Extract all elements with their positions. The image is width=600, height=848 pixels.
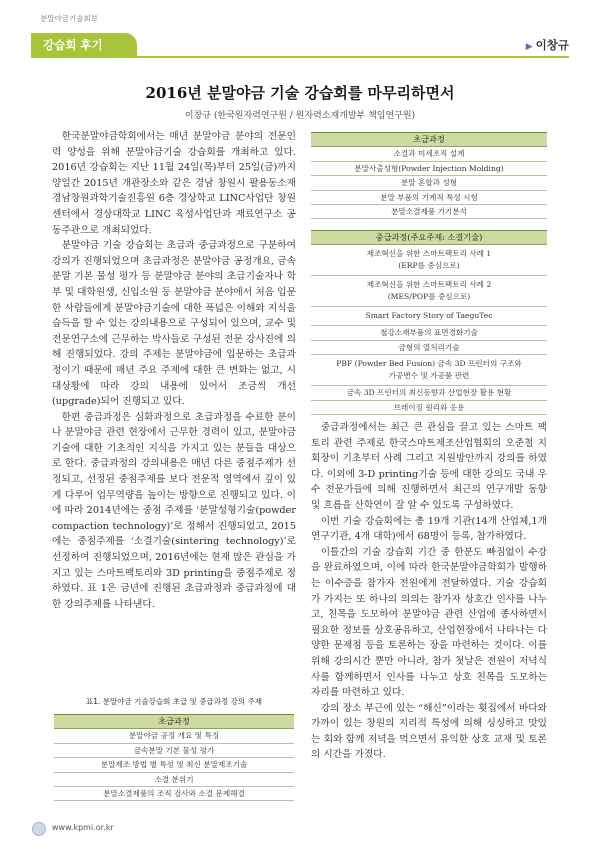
row-line: 금형의 열처리기술 (398, 342, 460, 352)
row-line: 금속 3D 프린터의 최신동향과 산업현장 활용 현황 (346, 388, 512, 398)
left-column (52, 129, 296, 612)
table-row: 금속분말 기본 물성 평가 (54, 743, 294, 757)
body-paragraph: 이틀간의 기술 강습회 기간 중 한분도 빠짐없이 수강을 완료하였으며, 이에 따라 한국분말야금학회가 발행하는 이수증을 참가자 전원에게 전달하였다. 기술 강습회가 가지는 또 하나의 의의는 참가자 상호간 인사를 나누고, 친목을 도모하여 분말야금 관련 산업에 종사하면서 필요한 정보를 상호공유하고, 산업현장에서 나타나는 다양한 문제점 등을 토론하는 장을 마련하는 것이다. 이를 위해 강의시간 뿐만 아니라, 참가 첫날은 전원이 저녁식사를 함께하면서 인사를 나누고 상호 친목을 도모하는 자리를 마련하고 있다. (311, 546, 547, 699)
triangle-icon: ▶ (525, 42, 533, 52)
row-line: 브레이징 원리와 응용 (393, 402, 465, 412)
footer-url[interactable]: www.kpmi.or.kr (52, 823, 114, 832)
row-line: PBF (Powder Bed Fusion) 금속 3D 프린터의 구조와 (336, 359, 522, 369)
body-paragraph: 한편 중급과정은 심화과정으로 초급과정을 수료한 분이나 분말야금 관련 현장에서 근무한 경력이 있고, 분말야금기술에 대한 기초적인 지식을 가지고 있는 분들을 대상으로 한다. 중급과정의 강의내용은 매년 다른 중점주제가 선정되고, 선정된 중점주제를 보다 전문적 영역에서 깊이 있게 다루어 업무역량을 높이는 방향으로 진행되고 있다. 이에 따라 2014년에는 중점 주제를 ‘분말성형기술(powder compaction technology)’로 정해서 진행되었고, 2015에는 중점주제를 ‘소결기술(sintering technology)’로 선정하여 진행되었으며, 2016년에는 현재 많은 관심을 가지고 있는 스마트팩토리와 3D printing을 중점주제로 정하였다. 표 1은 금년에 진행된 초급과정과 중급과정에 대한 강의주제를 나타낸다. (52, 411, 296, 610)
table-row (311, 340, 547, 354)
society-logo-icon (32, 822, 46, 836)
table-row: 소결과 미세조직 설계 (311, 147, 547, 161)
table1-beginner (54, 714, 294, 801)
row-line: 가공변수 및 가공품 관련 (388, 371, 470, 381)
table-row (311, 245, 547, 276)
table-row (311, 400, 547, 414)
table-row (311, 355, 547, 386)
table-header: 중급과정(주요주제: 소결기술) (311, 231, 547, 245)
row-line: (ERP를 중심으로) (398, 261, 460, 271)
table-row (311, 276, 547, 307)
article-byline: 이창규 (한국원자력연구원 / 원자력소재개발부 책임연구원) (184, 111, 416, 121)
table-row: 분말제조 방법 별 특성 및 최신 분말제조기술 (54, 758, 294, 772)
table-row (311, 326, 547, 340)
body-paragraph: 분말야금 기술 강습회는 초급과 중급과정으로 구분하여 강의가 진행되었으며 초급과정은 분말야금 공정개요, 금속분말 기본 물성 평가 등 분말야금 분야의 초급기술자나 학부 및 대학원생, 신입소원 등 분말야금 분야에서 처음 입문한 사람들에게 분말야금기술에 대한 폭넓은 이해와 지식을 습득을 할 수 있는 강의내용으로 구성되어 있으며, 교수 및 전문연구소에 근무하는 박사들로 구성된 전문 강사진에 의해 진행되었다. 강의 주제는 분말야금에 입문하는 초급과정이기 때문에 매년 주요 주제에 대한 큰 변화는 없고, 시대상황에 따라 강의 내용에 있어서 조금씩 개선(upgrade)되어 진행되고 있다. (52, 240, 296, 408)
table-header: 초급과정 (311, 133, 547, 147)
intermediate-course-table (311, 230, 547, 415)
right-column (311, 420, 547, 763)
author-tag-name: 이창규 (535, 38, 569, 52)
author-tag (526, 37, 569, 53)
table-row: 분말소결제품 기기분석 (311, 205, 547, 219)
table-row: 분말 부품의 기계적 특성 시험 (311, 190, 547, 204)
table-row (311, 307, 547, 326)
table-row (311, 386, 547, 400)
beginner-course-table (311, 132, 547, 219)
header-divider (31, 56, 569, 58)
article-title: 2016년 분말야금 기술 강습회를 마무리하면서 (145, 84, 455, 102)
body-paragraph: 이번 기술 강습회에는 총 19개 기관(14개 산업체,1개 연구기관, 4개 대학)에서 68명이 등록, 참가하였다. (311, 515, 547, 543)
row-line: 제조혁신을 위한 스마트팩토리 사례 2 (366, 280, 492, 290)
section-tab: 강습회 후기 (31, 33, 137, 57)
table-caption: 표1. 분말야금 기술강습회 초급 및 중급과정 강의 주제 (86, 697, 262, 706)
table-row: 소결 분위기 (54, 772, 294, 786)
row-line: Smart Factory Story of TaeguTec (365, 311, 493, 321)
row-line: 제조혁신을 위한 스마트팩토리 사례 1 (366, 249, 492, 259)
table-row: 분말소결제품의 조직 검사와 소결 문제해결 (54, 787, 294, 801)
body-paragraph: 한국분말야금학회에서는 매년 분말야금 분야의 전문인력 양성을 위해 분말야금기술 강습회를 개최하고 있다. 2016년 강습회는 지난 11월 24일(목)부터 25일(금)까지 양일간 2015년 개관장소와 같은 경남 창원시 팔용동소재 경남창원과학기술진흥원 6층 경상학교 LINC사업단 창원센터에서 경상대학교 LINC 육성사업단과 재료연구소 공동주관으로 개최되었다. (52, 131, 296, 236)
table-row: 분말사출성형(Powder Injection Molding) (311, 161, 547, 175)
row-line: (MES/POP를 중심으로) (387, 292, 471, 302)
row-line: 철강소재부품의 표면경화기술 (380, 328, 478, 338)
table-row: 분말 혼합과 성형 (311, 176, 547, 190)
body-paragraph: 중급과정에서는 최근 큰 관심을 끌고 있는 스마트 팩토리 관련 주제로 한국스마트제조산업협회의 오준철 지회장이 기초부터 사례 그리고 지원방안까지 강의를 하였다. 이외에 3-D printing기술 등에 대한 강의도 국내 우수 전문가들에 의해 진행하면서 최근의 연구개발 동향 및 흐름을 산학연이 잘 알 수 있도록 구성하였다. (311, 422, 547, 511)
table-row: 분말야금 공정 개요 및 특징 (54, 729, 294, 743)
table-header: 초급과정 (54, 715, 294, 729)
journal-name: 분말야금기술회보 (40, 14, 98, 23)
body-paragraph: 강의 장소 부근에 있는 “해신”이라는 횟집에서 바다와 가까이 있는 창원의 지리적 특성에 의해 싱싱하고 맛있는 회와 함께 저녁을 먹으면서 유익한 상호 교재 및 토론의 시간을 가졌다. (311, 702, 547, 761)
